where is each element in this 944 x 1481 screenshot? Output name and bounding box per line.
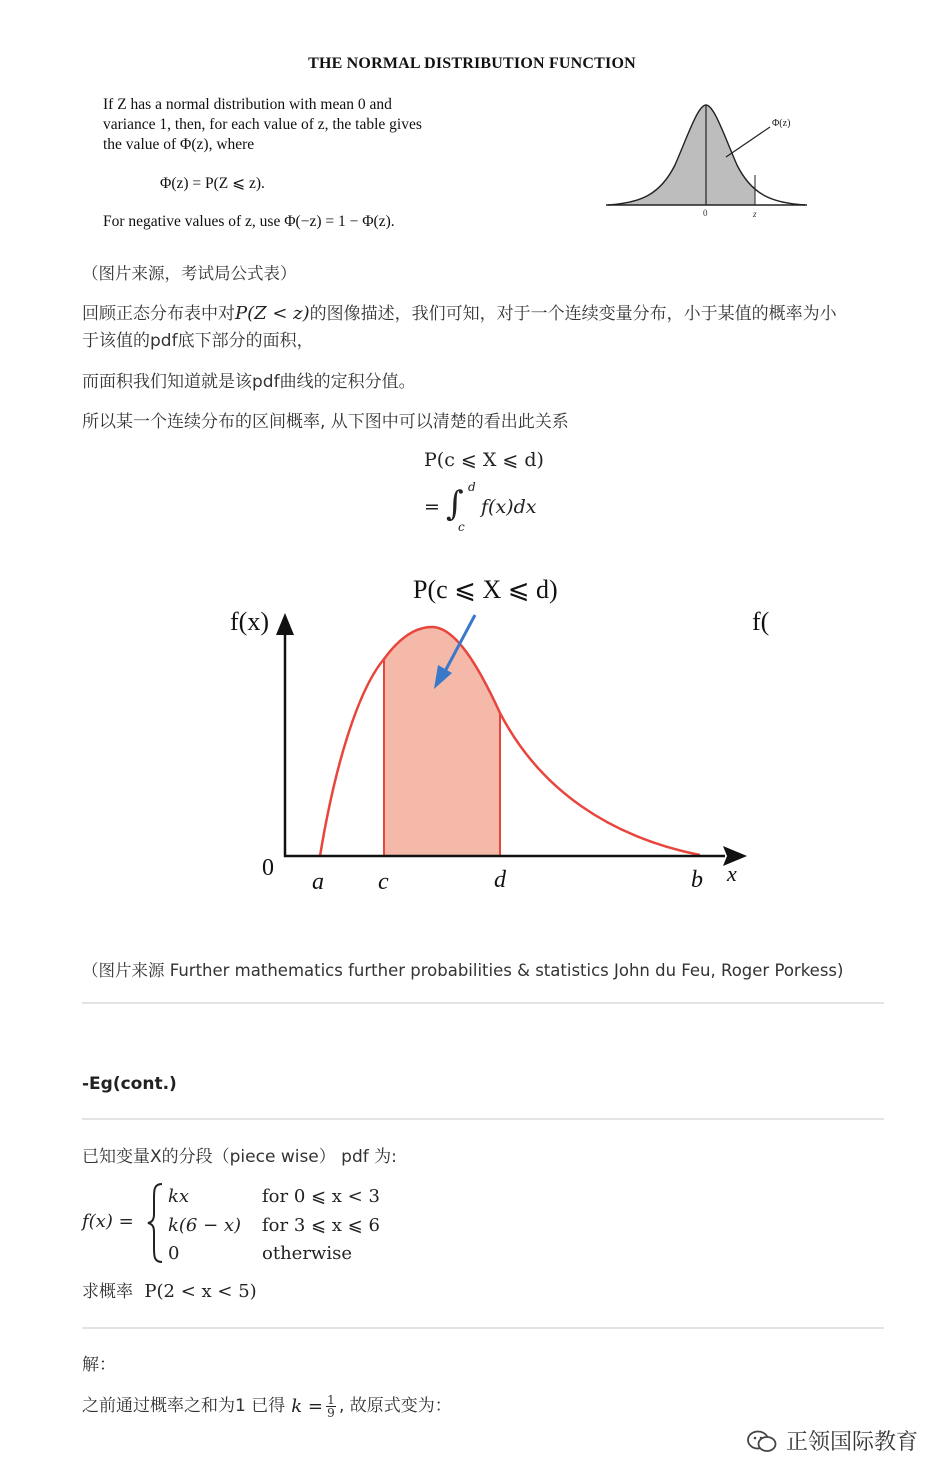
example-heading: -Eg(cont.) — [82, 1074, 177, 1094]
paragraph-1-math: P(Z < z) — [235, 303, 310, 324]
solution-text-b: , 故原式变为： — [338, 1396, 452, 1416]
paragraph-3: 所以某一个连续分布的区间概率, 从下图中可以清楚的看出此关系 — [82, 412, 569, 432]
phi-label: Φ(z) — [772, 118, 791, 129]
integral-upper-limit: d — [468, 480, 476, 494]
k-fraction — [326, 1394, 336, 1419]
y-axis-label: f(x) — [230, 607, 269, 636]
tick-z-label: z — [753, 209, 757, 219]
integral-sign: ∫ — [446, 484, 464, 524]
normal-table-line-3: the value of Φ(z), where — [103, 136, 255, 153]
piecewise-expressions — [168, 1183, 241, 1269]
integral-line-1: P(c ⩽ X ⩽ d) — [424, 449, 544, 471]
ask-math: P(2 < x < 5) — [144, 1281, 257, 1302]
paragraph-1-text-b: 的图像描述，我们可知，对于一个连续变量分布，小于某值的概率为小 — [309, 304, 837, 324]
divider-2 — [82, 1118, 884, 1120]
divider-1 — [82, 1002, 884, 1004]
piecewise-cond-2: for 3 ⩽ x ⩽ 6 — [262, 1214, 380, 1236]
pdf-area-figure — [220, 565, 780, 905]
integral-lower-limit: c — [458, 520, 465, 534]
label-c: c — [378, 869, 389, 895]
watermark — [746, 1425, 918, 1456]
watermark-text: 正领国际教育 — [785, 1430, 918, 1455]
caption-exam-board: （图片来源，考试局公式表） — [82, 264, 297, 283]
piecewise-lhs: f(x) = — [82, 1211, 134, 1232]
wechat-icon — [746, 1429, 778, 1453]
known-pdf-text: 已知变量X的分段（piece wise） pdf 为: — [82, 1147, 397, 1167]
divider-3 — [82, 1327, 884, 1329]
paragraph-1-text-c: 于该值的pdf底下部分的面积， — [82, 331, 314, 351]
phi-pointer-line — [726, 127, 770, 157]
integral-equals: = — [424, 496, 440, 518]
k-denominator: 9 — [327, 1406, 335, 1420]
cut-off-label: f( — [752, 607, 770, 636]
caption-book-source: （图片来源 Further mathematics further probabilities & statistics John du Feu, Roger Porkess) — [82, 961, 844, 980]
pdf-curve — [320, 627, 700, 856]
normal-table-negative-rule: For negative values of z, use Φ(−z) = 1 − Φ(z). — [103, 213, 395, 230]
origin-label: 0 — [262, 855, 274, 881]
label-d: d — [494, 867, 506, 893]
label-a: a — [312, 869, 324, 895]
tick-zero-label: 0 — [703, 208, 708, 218]
piecewise-expr-3: 0 — [168, 1243, 180, 1264]
integral-integrand: f(x)dx — [481, 496, 537, 518]
piecewise-conditions — [262, 1183, 380, 1269]
piecewise-cond-1: for 0 ⩽ x < 3 — [262, 1186, 380, 1207]
normal-table-description — [103, 95, 483, 155]
solution-text-a: 之前通过概率之和为1 已得 — [82, 1396, 286, 1416]
normal-table-formula: Φ(z) = P(Z ⩽ z). — [160, 175, 265, 192]
solution-line — [82, 1393, 452, 1420]
normal-table-line-1: If Z has a normal distribution with mean 0 and — [103, 96, 392, 113]
paragraph-2: 而面积我们知道就是该pdf曲线的定积分值。 — [82, 372, 416, 392]
ask-text: 求概率 — [82, 1282, 133, 1302]
normal-table-title: THE NORMAL DISTRIBUTION FUNCTION — [308, 55, 636, 72]
piecewise-expr-2: k(6 − x) — [168, 1214, 242, 1236]
ask-probability — [82, 1278, 257, 1306]
normal-table-line-2: variance 1, then, for each value of z, the table gives — [103, 116, 422, 133]
k-numerator: 1 — [327, 1393, 335, 1407]
piecewise-brace-path — [148, 1184, 162, 1262]
label-x: x — [727, 861, 737, 886]
y-axis-arrowhead — [276, 613, 294, 635]
piecewise-brace — [146, 1182, 166, 1264]
shaded-probability-area — [384, 627, 500, 856]
piecewise-cond-3: otherwise — [262, 1243, 352, 1264]
paragraph-1-text-a: 回顾正态分布表中对 — [82, 304, 235, 324]
pdf-figure-title: P(c ⩽ X ⩽ d) — [413, 575, 558, 604]
piecewise-expr-1: kx — [168, 1186, 190, 1207]
paragraph-1 — [82, 300, 882, 355]
k-equals: k = — [291, 1396, 323, 1417]
normal-curve-figure — [600, 95, 815, 225]
solution-label: 解： — [82, 1355, 116, 1375]
label-b: b — [691, 867, 703, 893]
